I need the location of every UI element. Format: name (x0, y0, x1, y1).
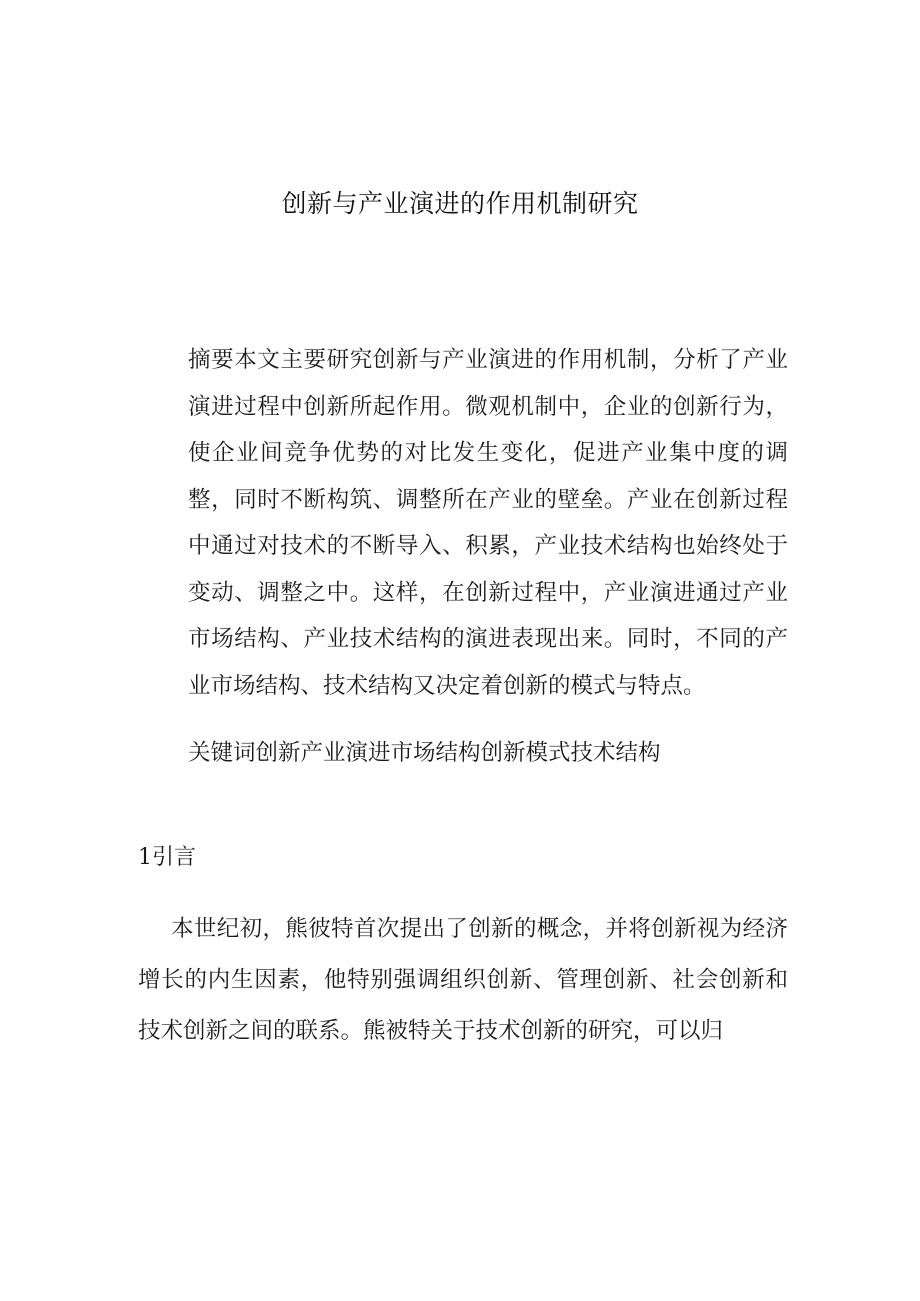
section-heading-introduction: 1引言 (138, 845, 196, 870)
abstract-paragraph: 摘要本文主要研究创新与产业演进的作用机制，分析了产业演进过程中创新所起作用。微观机制中，企业的创新行为，使企业间竞争优势的对比发生变化，促进产业集中度的调整，同时不断构筑、调整所在产业的壁垒。产业在创新过程中通过对技术的不断导入、积累，产业技术结构也始终处于变动、调整之中。这样，在创新过程中，产业演进通过产业市场结构、产业技术结构的演进表现出来。同时，不同的产业市场结构、技术结构又决定着创新的模式与特点。 (188, 347, 788, 699)
document-title: 创新与产业演进的作用机制研究 (281, 189, 639, 218)
keywords-line: 关键词创新产业演进市场结构创新模式技术结构 (188, 740, 661, 766)
introduction-paragraph: 本世纪初，熊彼特首次提出了创新的概念，并将创新视为经济增长的内生因素，他特别强调组织创新、管理创新、社会创新和技术创新之间的联系。熊被特关于技术创新的研究，可以归 (138, 916, 788, 1044)
